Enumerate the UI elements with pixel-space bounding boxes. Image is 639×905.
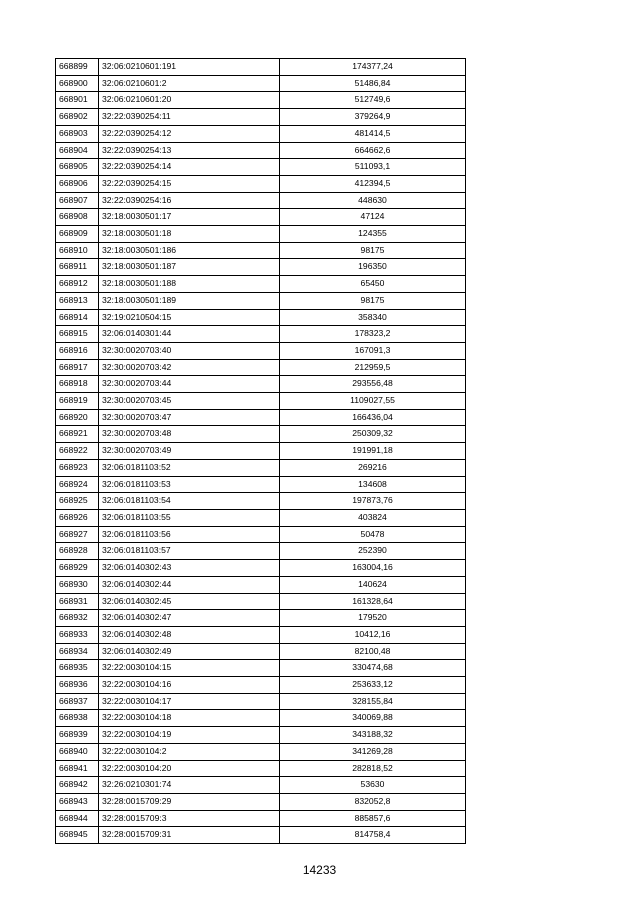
- value-cell: 167091,3: [280, 342, 466, 359]
- value-cell: 174377,24: [280, 59, 466, 76]
- table-row: [56, 326, 466, 343]
- table-row: [56, 626, 466, 643]
- table-row: [56, 142, 466, 159]
- cadastral-number-cell: 32:06:0140301:44: [99, 326, 280, 343]
- value-cell: 282818,52: [280, 760, 466, 777]
- value-cell: 98175: [280, 292, 466, 309]
- value-cell: 481414,5: [280, 125, 466, 142]
- value-cell: 191991,18: [280, 443, 466, 460]
- data-table: [55, 58, 466, 844]
- row-id-cell: 668923: [56, 459, 99, 476]
- value-cell: 161328,64: [280, 593, 466, 610]
- cadastral-number-cell: 32:06:0181103:54: [99, 493, 280, 510]
- table-row: [56, 760, 466, 777]
- cadastral-number-cell: 32:26:0210301:74: [99, 777, 280, 794]
- table-row: [56, 560, 466, 577]
- cadastral-number-cell: 32:22:0390254:16: [99, 192, 280, 209]
- row-id-cell: 668918: [56, 376, 99, 393]
- table-row: [56, 459, 466, 476]
- value-cell: 358340: [280, 309, 466, 326]
- table-row: [56, 125, 466, 142]
- row-id-cell: 668900: [56, 75, 99, 92]
- value-cell: 269216: [280, 459, 466, 476]
- table-row: [56, 226, 466, 243]
- table-row: [56, 292, 466, 309]
- cadastral-number-cell: 32:18:0030501:189: [99, 292, 280, 309]
- table-body: [56, 59, 466, 844]
- cadastral-number-cell: 32:18:0030501:17: [99, 209, 280, 226]
- row-id-cell: 668930: [56, 576, 99, 593]
- table-row: [56, 426, 466, 443]
- value-cell: 140624: [280, 576, 466, 593]
- row-id-cell: 668928: [56, 543, 99, 560]
- cadastral-number-cell: 32:18:0030501:186: [99, 242, 280, 259]
- row-id-cell: 668932: [56, 610, 99, 627]
- value-cell: 163004,16: [280, 560, 466, 577]
- row-id-cell: 668941: [56, 760, 99, 777]
- cadastral-number-cell: 32:30:0020703:47: [99, 409, 280, 426]
- row-id-cell: 668910: [56, 242, 99, 259]
- table-row: [56, 342, 466, 359]
- row-id-cell: 668908: [56, 209, 99, 226]
- value-cell: 341269,28: [280, 743, 466, 760]
- table-row: [56, 743, 466, 760]
- table-row: [56, 476, 466, 493]
- value-cell: 196350: [280, 259, 466, 276]
- cadastral-number-cell: 32:30:0020703:42: [99, 359, 280, 376]
- row-id-cell: 668922: [56, 443, 99, 460]
- row-id-cell: 668915: [56, 326, 99, 343]
- value-cell: 403824: [280, 509, 466, 526]
- cadastral-number-cell: 32:22:0030104:16: [99, 677, 280, 694]
- table-row: [56, 409, 466, 426]
- cadastral-number-cell: 32:22:0030104:19: [99, 727, 280, 744]
- cadastral-number-cell: 32:22:0030104:2: [99, 743, 280, 760]
- cadastral-number-cell: 32:28:0015709:29: [99, 793, 280, 810]
- cadastral-number-cell: 32:06:0210601:191: [99, 59, 280, 76]
- row-id-cell: 668936: [56, 677, 99, 694]
- cadastral-number-cell: 32:22:0390254:11: [99, 109, 280, 126]
- row-id-cell: 668903: [56, 125, 99, 142]
- value-cell: 10412,16: [280, 626, 466, 643]
- table-row: [56, 493, 466, 510]
- value-cell: 250309,32: [280, 426, 466, 443]
- row-id-cell: 668916: [56, 342, 99, 359]
- row-id-cell: 668933: [56, 626, 99, 643]
- value-cell: 328155,84: [280, 693, 466, 710]
- cadastral-number-cell: 32:06:0181103:52: [99, 459, 280, 476]
- row-id-cell: 668944: [56, 810, 99, 827]
- value-cell: 178323,2: [280, 326, 466, 343]
- table-row: [56, 643, 466, 660]
- value-cell: 814758,4: [280, 827, 466, 844]
- cadastral-number-cell: 32:28:0015709:31: [99, 827, 280, 844]
- cadastral-number-cell: 32:22:0390254:15: [99, 175, 280, 192]
- row-id-cell: 668938: [56, 710, 99, 727]
- cadastral-number-cell: 32:30:0020703:40: [99, 342, 280, 359]
- row-id-cell: 668907: [56, 192, 99, 209]
- table-row: [56, 309, 466, 326]
- value-cell: 166436,04: [280, 409, 466, 426]
- row-id-cell: 668934: [56, 643, 99, 660]
- table-row: [56, 359, 466, 376]
- value-cell: 330474,68: [280, 660, 466, 677]
- row-id-cell: 668901: [56, 92, 99, 109]
- value-cell: 664662,6: [280, 142, 466, 159]
- table-row: [56, 509, 466, 526]
- table-row: [56, 777, 466, 794]
- row-id-cell: 668920: [56, 409, 99, 426]
- row-id-cell: 668935: [56, 660, 99, 677]
- row-id-cell: 668904: [56, 142, 99, 159]
- value-cell: 340069,88: [280, 710, 466, 727]
- table-row: [56, 793, 466, 810]
- row-id-cell: 668899: [56, 59, 99, 76]
- cadastral-number-cell: 32:06:0140302:47: [99, 610, 280, 627]
- cadastral-number-cell: 32:30:0020703:49: [99, 443, 280, 460]
- cadastral-number-cell: 32:22:0030104:17: [99, 693, 280, 710]
- value-cell: 832052,8: [280, 793, 466, 810]
- cadastral-number-cell: 32:22:0030104:18: [99, 710, 280, 727]
- row-id-cell: 668919: [56, 393, 99, 410]
- cadastral-number-cell: 32:06:0140302:44: [99, 576, 280, 593]
- row-id-cell: 668943: [56, 793, 99, 810]
- cadastral-number-cell: 32:30:0020703:44: [99, 376, 280, 393]
- cadastral-number-cell: 32:06:0181103:53: [99, 476, 280, 493]
- table-row: [56, 192, 466, 209]
- value-cell: 448630: [280, 192, 466, 209]
- table-row: [56, 276, 466, 293]
- row-id-cell: 668925: [56, 493, 99, 510]
- cadastral-number-cell: 32:22:0390254:13: [99, 142, 280, 159]
- table-row: [56, 677, 466, 694]
- row-id-cell: 668931: [56, 593, 99, 610]
- table-row: [56, 827, 466, 844]
- value-cell: 511093,1: [280, 159, 466, 176]
- table-row: [56, 610, 466, 627]
- row-id-cell: 668921: [56, 426, 99, 443]
- value-cell: 379264,9: [280, 109, 466, 126]
- row-id-cell: 668940: [56, 743, 99, 760]
- cadastral-number-cell: 32:19:0210504:15: [99, 309, 280, 326]
- table-row: [56, 376, 466, 393]
- cadastral-number-cell: 32:30:0020703:45: [99, 393, 280, 410]
- cadastral-number-cell: 32:30:0020703:48: [99, 426, 280, 443]
- row-id-cell: 668924: [56, 476, 99, 493]
- table-row: [56, 75, 466, 92]
- cadastral-number-cell: 32:06:0140302:49: [99, 643, 280, 660]
- value-cell: 124355: [280, 226, 466, 243]
- value-cell: 885857,6: [280, 810, 466, 827]
- value-cell: 65450: [280, 276, 466, 293]
- cadastral-number-cell: 32:06:0210601:2: [99, 75, 280, 92]
- table-row: [56, 660, 466, 677]
- cadastral-number-cell: 32:06:0210601:20: [99, 92, 280, 109]
- cadastral-number-cell: 32:22:0030104:20: [99, 760, 280, 777]
- value-cell: 412394,5: [280, 175, 466, 192]
- value-cell: 134608: [280, 476, 466, 493]
- table-row: [56, 443, 466, 460]
- cadastral-number-cell: 32:06:0181103:55: [99, 509, 280, 526]
- table-row: [56, 59, 466, 76]
- table-row: [56, 727, 466, 744]
- table-row: [56, 159, 466, 176]
- table-row: [56, 693, 466, 710]
- table-row: [56, 109, 466, 126]
- row-id-cell: 668942: [56, 777, 99, 794]
- row-id-cell: 668911: [56, 259, 99, 276]
- cadastral-number-cell: 32:06:0140302:45: [99, 593, 280, 610]
- table-row: [56, 543, 466, 560]
- value-cell: 293556,48: [280, 376, 466, 393]
- value-cell: 253633,12: [280, 677, 466, 694]
- row-id-cell: 668929: [56, 560, 99, 577]
- value-cell: 179520: [280, 610, 466, 627]
- table-row: [56, 526, 466, 543]
- row-id-cell: 668939: [56, 727, 99, 744]
- cadastral-number-cell: 32:28:0015709:3: [99, 810, 280, 827]
- row-id-cell: 668909: [56, 226, 99, 243]
- value-cell: 50478: [280, 526, 466, 543]
- cadastral-number-cell: 32:22:0390254:14: [99, 159, 280, 176]
- cadastral-number-cell: 32:22:0030104:15: [99, 660, 280, 677]
- row-id-cell: 668927: [56, 526, 99, 543]
- value-cell: 82100,48: [280, 643, 466, 660]
- row-id-cell: 668945: [56, 827, 99, 844]
- cadastral-number-cell: 32:06:0140302:43: [99, 560, 280, 577]
- cadastral-number-cell: 32:18:0030501:188: [99, 276, 280, 293]
- cadastral-number-cell: 32:22:0390254:12: [99, 125, 280, 142]
- cadastral-number-cell: 32:18:0030501:18: [99, 226, 280, 243]
- cadastral-number-cell: 32:06:0140302:48: [99, 626, 280, 643]
- value-cell: 512749,6: [280, 92, 466, 109]
- value-cell: 53630: [280, 777, 466, 794]
- table-row: [56, 576, 466, 593]
- value-cell: 252390: [280, 543, 466, 560]
- table-row: [56, 92, 466, 109]
- row-id-cell: 668926: [56, 509, 99, 526]
- value-cell: 98175: [280, 242, 466, 259]
- row-id-cell: 668937: [56, 693, 99, 710]
- row-id-cell: 668905: [56, 159, 99, 176]
- table-row: [56, 259, 466, 276]
- row-id-cell: 668913: [56, 292, 99, 309]
- row-id-cell: 668906: [56, 175, 99, 192]
- table-row: [56, 593, 466, 610]
- value-cell: 343188,32: [280, 727, 466, 744]
- row-id-cell: 668914: [56, 309, 99, 326]
- table-row: [56, 810, 466, 827]
- table-row: [56, 710, 466, 727]
- value-cell: 1109027,55: [280, 393, 466, 410]
- table-row: [56, 175, 466, 192]
- value-cell: 197873,76: [280, 493, 466, 510]
- row-id-cell: 668912: [56, 276, 99, 293]
- row-id-cell: 668902: [56, 109, 99, 126]
- value-cell: 212959,5: [280, 359, 466, 376]
- table-row: [56, 209, 466, 226]
- row-id-cell: 668917: [56, 359, 99, 376]
- cadastral-number-cell: 32:06:0181103:56: [99, 526, 280, 543]
- table-row: [56, 242, 466, 259]
- cadastral-number-cell: 32:18:0030501:187: [99, 259, 280, 276]
- value-cell: 51486,84: [280, 75, 466, 92]
- page-number: 14233: [302, 863, 337, 877]
- cadastral-number-cell: 32:06:0181103:57: [99, 543, 280, 560]
- value-cell: 47124: [280, 209, 466, 226]
- table-row: [56, 393, 466, 410]
